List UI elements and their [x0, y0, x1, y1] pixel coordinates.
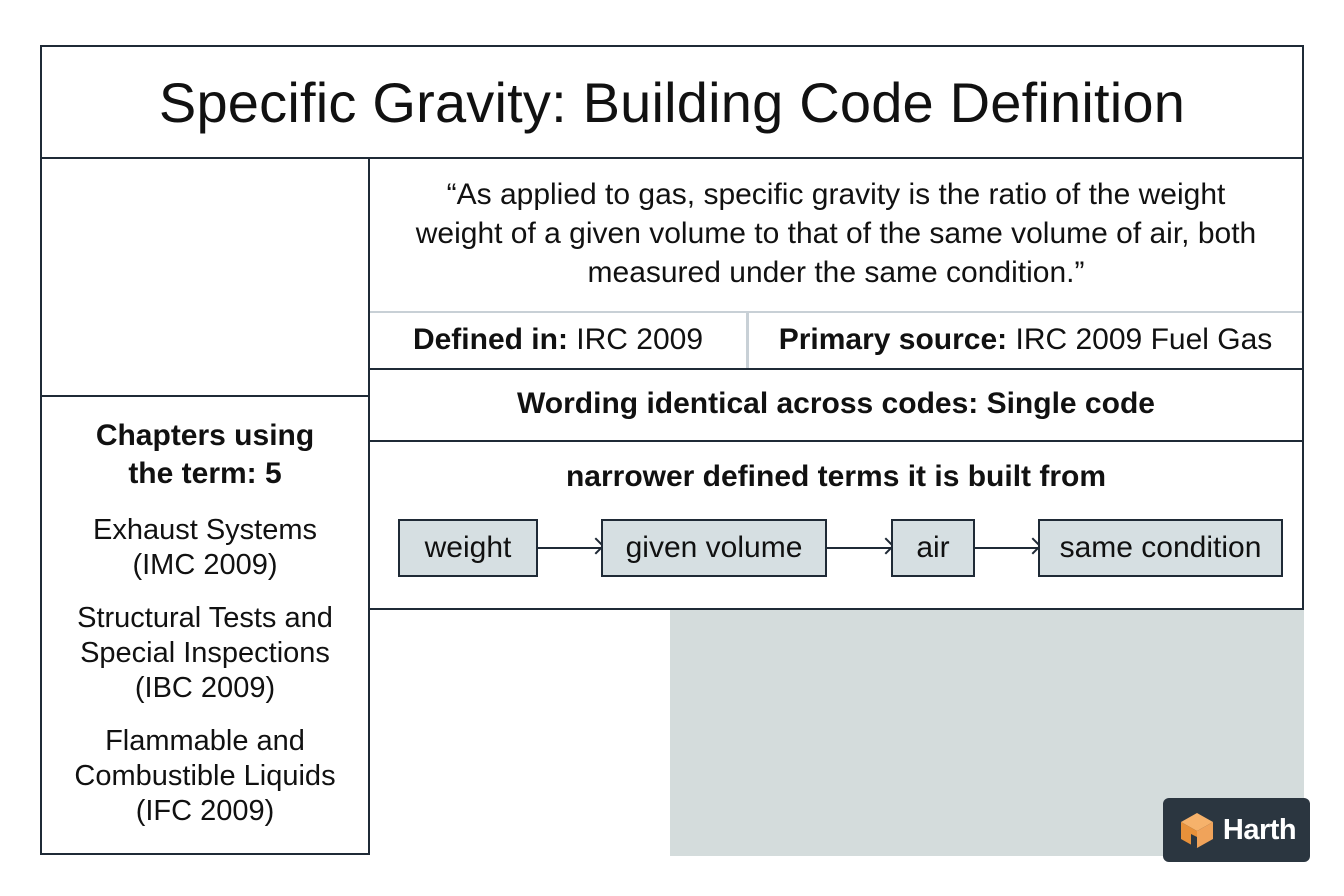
chapter-item [42, 601, 368, 706]
definition-quote: “As applied to gas, specific gravity is the ratio of the weight weight of a given volume to that of the same volume of air, both measured under the same condition.” [415, 177, 1257, 289]
chapter-code: (IFC 2009) [135, 795, 275, 827]
harth-logo [1163, 798, 1310, 862]
chapter-name: Flammable and Combustible Liquids [74, 725, 336, 792]
primary-source-label: Primary source: [778, 322, 1008, 356]
arrow-icon [827, 547, 891, 549]
chapters-panel [40, 395, 370, 855]
chapter-item [42, 724, 368, 829]
title-box [40, 45, 1304, 159]
logo-text: Harth [1222, 813, 1297, 846]
terms-heading: narrower defined terms it is built from [565, 460, 1107, 493]
chapter-code: (IMC 2009) [132, 549, 278, 581]
chapter-name: Exhaust Systems [92, 514, 318, 546]
term-box: air [891, 519, 975, 577]
term-box: same condition [1038, 519, 1283, 577]
chapter-code: (IBC 2009) [134, 672, 276, 704]
terms-panel [368, 440, 1304, 610]
chapter-name: Structural Tests and Special Inspections [77, 602, 333, 669]
primary-source [749, 311, 1302, 368]
arrow-icon [538, 547, 601, 549]
wording-text: Wording identical across codes: Single code [517, 387, 1155, 420]
wording-note [368, 368, 1304, 442]
defined-in [370, 311, 749, 368]
primary-source-value: IRC 2009 Fuel Gas [1015, 322, 1273, 356]
chapter-item [42, 513, 368, 583]
page-title: Specific Gravity: Building Code Definition [158, 70, 1186, 134]
empty-panel [40, 157, 370, 397]
term-box: given volume [601, 519, 827, 577]
harth-cube-icon [1177, 810, 1217, 850]
definition-quote-box [368, 157, 1304, 313]
term-box: weight [398, 519, 538, 577]
arrow-icon [975, 547, 1038, 549]
chapters-heading: Chapters using the term: 5 [95, 419, 315, 490]
source-row [368, 311, 1304, 370]
defined-in-value: IRC 2009 [576, 322, 704, 356]
defined-in-label: Defined in: [412, 322, 568, 356]
